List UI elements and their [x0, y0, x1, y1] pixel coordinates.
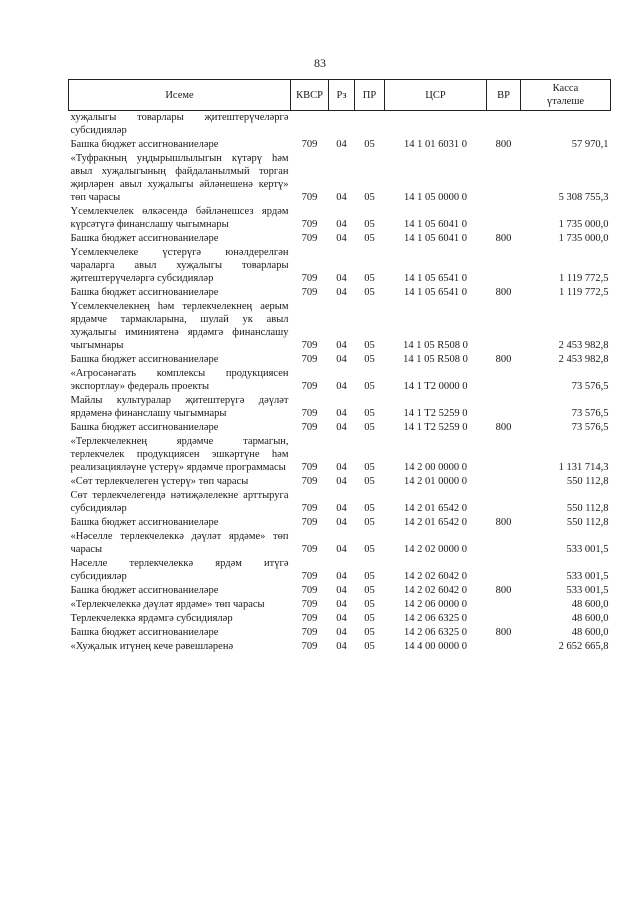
- cell-rz: 04: [336, 503, 347, 514]
- cell-amount: [521, 111, 611, 139]
- cell-vr: [487, 612, 521, 626]
- cell-kvsr: 709: [301, 585, 318, 596]
- cell-csr: 14 1 05 0000 0: [404, 192, 467, 203]
- cell-csr: 14 1 05 R508 0: [403, 354, 468, 365]
- cell-vr: [487, 394, 521, 421]
- column-header-vr: ВР: [487, 80, 521, 111]
- table-row: [69, 598, 611, 612]
- cell-rz: 04: [336, 422, 347, 433]
- cell-csr: 14 1 05 6041 0: [404, 233, 467, 244]
- cell-vr: [487, 435, 521, 475]
- cell-amount: 48 600,0: [571, 613, 609, 624]
- cell-pr: 05: [364, 599, 375, 610]
- cell-rz: 04: [336, 192, 347, 203]
- cell-kvsr: 709: [301, 503, 318, 514]
- cell-pr: 05: [364, 544, 375, 555]
- cell-pr: 05: [364, 571, 375, 582]
- cell-amount: 48 600,0: [571, 627, 609, 638]
- table-header-row: [69, 80, 611, 111]
- cell-rz: 04: [336, 585, 347, 596]
- cell-name: Башка бюджет ассигнованиеләре: [70, 627, 219, 638]
- cell-vr: [487, 205, 521, 232]
- cell-pr: 05: [364, 517, 375, 528]
- cell-pr: 05: [364, 219, 375, 230]
- table-row: [69, 232, 611, 246]
- cell-rz: 04: [336, 340, 347, 351]
- cell-vr: [487, 640, 521, 654]
- cell-rz: 04: [336, 381, 347, 392]
- cell-rz: 04: [336, 462, 347, 473]
- table-row: [69, 557, 611, 584]
- cell-csr: 14 2 01 0000 0: [404, 476, 467, 487]
- cell-vr: 800: [495, 627, 512, 638]
- cell-name: Үсемлекчелеке үстерүгә юнәлдерелгән чараларга авыл хуҗалыгы товарлары җитештерүчеләргә субсидияләр: [70, 247, 289, 284]
- cell-vr: [487, 475, 521, 489]
- cell-kvsr: 709: [301, 408, 318, 419]
- cell-csr: 14 4 00 0000 0: [404, 641, 467, 652]
- cell-amount: 550 112,8: [566, 517, 609, 528]
- cell-kvsr: 709: [301, 476, 318, 487]
- cell-amount: 533 001,5: [566, 585, 609, 596]
- cell-name: Башка бюджет ассигнованиеләре: [70, 287, 219, 298]
- cell-csr: [385, 111, 487, 139]
- column-header-kvsr: КВСР: [291, 80, 329, 111]
- cell-name: «Нәселле терлекчелеккә дәүләт ярдәме» төп чарасы: [70, 531, 289, 555]
- table-row: [69, 435, 611, 475]
- cell-pr: 05: [364, 422, 375, 433]
- cell-csr: 14 2 06 0000 0: [404, 599, 467, 610]
- cell-kvsr: 709: [301, 641, 318, 652]
- cell-csr: 14 2 02 6042 0: [404, 571, 467, 582]
- cell-amount: 57 970,1: [571, 139, 609, 150]
- cell-vr: [487, 489, 521, 516]
- cell-name: Башка бюджет ассигнованиеләре: [70, 354, 219, 365]
- table-row: [69, 530, 611, 557]
- cell-rz: 04: [336, 354, 347, 365]
- cell-pr: 05: [364, 354, 375, 365]
- cell-pr: 05: [364, 462, 375, 473]
- cell-name: Башка бюджет ассигнованиеләре: [70, 585, 219, 596]
- cell-csr: 14 1 05 6541 0: [404, 287, 467, 298]
- cell-kvsr: 709: [301, 544, 318, 555]
- table-row: [69, 246, 611, 286]
- cell-kvsr: 709: [301, 627, 318, 638]
- cell-kvsr: 709: [301, 571, 318, 582]
- cell-amount: 73 576,5: [571, 422, 609, 433]
- cell-vr: 800: [495, 354, 512, 365]
- cell-csr: 14 1 T2 0000 0: [403, 381, 468, 392]
- cell-csr: 14 2 06 6325 0: [404, 613, 467, 624]
- cell-name: «Хуҗалык итүнең кече рәвешләренә: [70, 641, 234, 652]
- column-header-rz: Рз: [329, 80, 355, 111]
- cell-csr: 14 1 05 R508 0: [403, 340, 468, 351]
- cell-name: «Агросәнәгать комплексы продукциясен экспортлау» федераль проекты: [70, 368, 289, 392]
- cell-kvsr: 709: [301, 273, 318, 284]
- cell-amount: 1 131 714,3: [558, 462, 609, 473]
- cell-kvsr: 709: [301, 287, 318, 298]
- cell-vr: [487, 111, 521, 139]
- cell-rz: 04: [336, 476, 347, 487]
- cell-pr: 05: [364, 476, 375, 487]
- cell-pr: 05: [364, 287, 375, 298]
- cell-csr: 14 1 01 6031 0: [404, 139, 467, 150]
- cell-name: хуҗалыгы товарлары җитештерүчеләргә субсидияләр: [70, 112, 289, 136]
- table-row: [69, 286, 611, 300]
- column-header-name: Исеме: [69, 80, 291, 111]
- cell-pr: 05: [364, 408, 375, 419]
- cell-rz: 04: [336, 287, 347, 298]
- cell-rz: 04: [336, 273, 347, 284]
- table-row: [69, 626, 611, 640]
- table-row: [69, 367, 611, 394]
- table-row: [69, 205, 611, 232]
- table-row: [69, 111, 611, 139]
- cell-rz: 04: [336, 571, 347, 582]
- cell-name: Терлекчелеккә ярдәмгә субсидияләр: [70, 613, 233, 624]
- cell-pr: [355, 111, 385, 139]
- cell-rz: 04: [336, 613, 347, 624]
- cell-name: Башка бюджет ассигнованиеләре: [70, 517, 219, 528]
- table-row: [69, 421, 611, 435]
- table-row: [69, 612, 611, 626]
- cell-csr: 14 1 05 6041 0: [404, 219, 467, 230]
- column-header-amount-line2: үтәлеше: [546, 96, 585, 107]
- cell-amount: 1 735 000,0: [558, 219, 609, 230]
- cell-csr: 14 1 05 6541 0: [404, 273, 467, 284]
- cell-rz: 04: [336, 517, 347, 528]
- cell-amount: 1 119 772,5: [559, 287, 609, 298]
- cell-kvsr: 709: [301, 599, 318, 610]
- table-row: [69, 394, 611, 421]
- budget-table: [68, 79, 611, 654]
- cell-name: «Терлекчелекнең ярдәмче тармагын, терлекчелек продукциясен эшкәртүне һәм реализацияләүне үстерү» ярдәмче программасы: [70, 436, 289, 473]
- cell-csr: 14 2 02 0000 0: [404, 544, 467, 555]
- cell-kvsr: 709: [301, 517, 318, 528]
- cell-pr: 05: [364, 585, 375, 596]
- cell-name: Үсемлекчелек өлкәсендә бәйләнешсез ярдәм күрсәтүгә финанслашу чыгымнары: [70, 206, 289, 230]
- table-row: [69, 152, 611, 205]
- cell-vr: 800: [495, 422, 512, 433]
- cell-rz: 04: [336, 233, 347, 244]
- table-row: [69, 475, 611, 489]
- cell-kvsr: 709: [301, 354, 318, 365]
- cell-amount: 73 576,5: [571, 381, 609, 392]
- cell-pr: 05: [364, 627, 375, 638]
- cell-rz: 04: [336, 408, 347, 419]
- cell-kvsr: 709: [301, 462, 318, 473]
- cell-pr: 05: [364, 139, 375, 150]
- cell-rz: 04: [336, 219, 347, 230]
- cell-rz: 04: [336, 641, 347, 652]
- cell-pr: 05: [364, 233, 375, 244]
- cell-amount: 73 576,5: [571, 408, 609, 419]
- cell-pr: 05: [364, 192, 375, 203]
- cell-vr: 800: [495, 139, 512, 150]
- cell-vr: [487, 152, 521, 205]
- cell-name: Башка бюджет ассигнованиеләре: [70, 139, 219, 150]
- cell-kvsr: 709: [301, 340, 318, 351]
- cell-vr: [487, 300, 521, 353]
- column-header-amount-line1: Касса: [552, 83, 579, 94]
- cell-amount: 533 001,5: [566, 544, 609, 555]
- table-row: [69, 516, 611, 530]
- cell-kvsr: 709: [301, 233, 318, 244]
- cell-kvsr: 709: [301, 192, 318, 203]
- cell-pr: 05: [364, 613, 375, 624]
- cell-csr: 14 2 00 0000 0: [404, 462, 467, 473]
- table-row: [69, 138, 611, 152]
- table-row: [69, 489, 611, 516]
- cell-amount: 1 119 772,5: [559, 273, 609, 284]
- cell-kvsr: 709: [301, 139, 318, 150]
- cell-amount: 5 308 755,3: [558, 192, 609, 203]
- column-header-amount: [521, 80, 611, 111]
- cell-csr: 14 2 06 6325 0: [404, 627, 467, 638]
- cell-rz: 04: [336, 599, 347, 610]
- cell-kvsr: 709: [301, 613, 318, 624]
- cell-vr: [487, 557, 521, 584]
- column-header-csr: ЦСР: [385, 80, 487, 111]
- page-number: 83: [314, 56, 326, 70]
- cell-rz: 04: [336, 139, 347, 150]
- cell-vr: 800: [495, 585, 512, 596]
- cell-name: «Терлекчелеккә дәүләт ярдәме» төп чарасы: [70, 599, 265, 610]
- cell-name: Башка бюджет ассигнованиеләре: [70, 233, 219, 244]
- cell-name: Майлы культуралар җитештерүгә дәүләт ярдәменә финанслашу чыгымнары: [70, 395, 289, 419]
- cell-pr: 05: [364, 641, 375, 652]
- cell-name: Сөт терлекчелегендә нәтиҗәлелекне арттыруга субсидияләр: [70, 490, 289, 514]
- cell-csr: 14 2 01 6542 0: [404, 517, 467, 528]
- cell-kvsr: 709: [301, 219, 318, 230]
- cell-csr: 14 2 02 6042 0: [404, 585, 467, 596]
- cell-amount: 550 112,8: [566, 503, 609, 514]
- cell-pr: 05: [364, 503, 375, 514]
- cell-pr: 05: [364, 273, 375, 284]
- cell-kvsr: 709: [301, 381, 318, 392]
- cell-name: «Сөт терлекчелеген үстерү» төп чарасы: [70, 476, 249, 487]
- cell-name: «Туфракның уңдырышлылыгын күтәрү һәм авыл хуҗалыгының файдаланылмый торган җирләрен авыл хуҗалыгы әйләнешенә кертү» төп чарасы: [70, 153, 289, 203]
- cell-csr: 14 1 T2 5259 0: [403, 422, 468, 433]
- cell-name: Үсемлекчелекнең һәм терлекчелекнең аерым ярдәмче тармакларына, шулай ук авыл хуҗалыгы иминиятенә ярдәмгә финанслашу чыгымнары: [70, 301, 289, 351]
- cell-amount: 2 453 982,8: [558, 354, 609, 365]
- table-row: [69, 300, 611, 353]
- cell-rz: 04: [336, 544, 347, 555]
- cell-kvsr: [291, 111, 329, 139]
- cell-rz: [329, 111, 355, 139]
- table-body: [69, 111, 611, 655]
- cell-csr: 14 1 T2 5259 0: [403, 408, 468, 419]
- table-row: [69, 584, 611, 598]
- cell-amount: 2 652 665,8: [558, 641, 609, 652]
- cell-kvsr: 709: [301, 422, 318, 433]
- cell-csr: 14 2 01 6542 0: [404, 503, 467, 514]
- cell-vr: 800: [495, 233, 512, 244]
- cell-vr: [487, 367, 521, 394]
- cell-amount: 550 112,8: [566, 476, 609, 487]
- cell-amount: 2 453 982,8: [558, 340, 609, 351]
- cell-vr: [487, 598, 521, 612]
- cell-pr: 05: [364, 340, 375, 351]
- cell-vr: 800: [495, 287, 512, 298]
- cell-name: Нәселле терлекчелеккә ярдәм итүгә субсидияләр: [70, 558, 289, 582]
- cell-amount: 1 735 000,0: [558, 233, 609, 244]
- table-row: [69, 353, 611, 367]
- column-header-pr: ПР: [355, 80, 385, 111]
- cell-pr: 05: [364, 381, 375, 392]
- cell-rz: 04: [336, 627, 347, 638]
- cell-vr: [487, 246, 521, 286]
- cell-amount: 48 600,0: [571, 599, 609, 610]
- cell-name: Башка бюджет ассигнованиеләре: [70, 422, 219, 433]
- table-row: [69, 640, 611, 654]
- cell-vr: 800: [495, 517, 512, 528]
- cell-vr: [487, 530, 521, 557]
- cell-amount: 533 001,5: [566, 571, 609, 582]
